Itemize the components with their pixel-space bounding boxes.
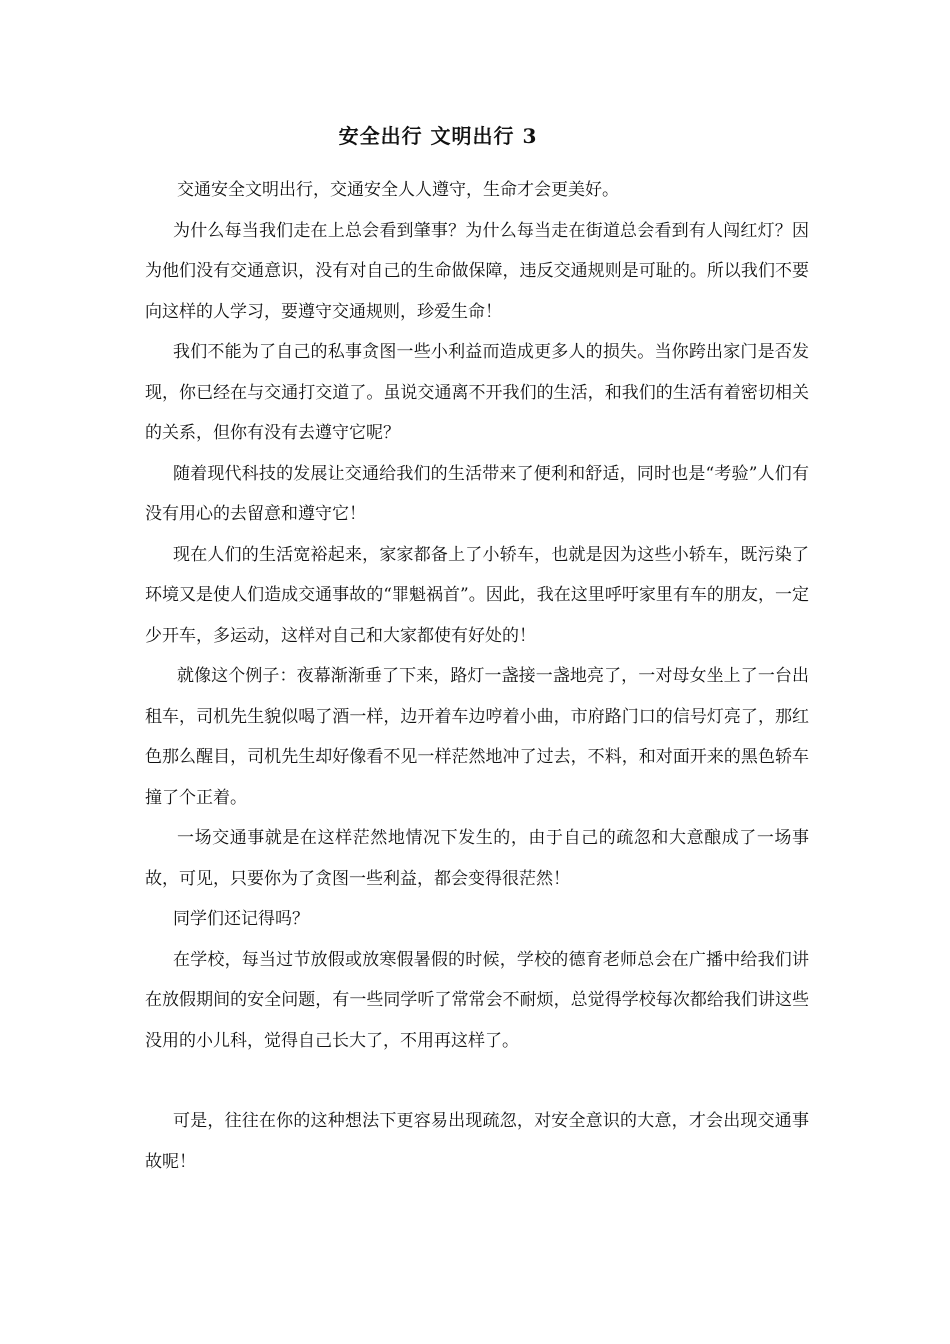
paragraph: 我们不能为了自己的私事贪图一些小利益而造成更多人的损失。当你跨出家门是否发现，你已经在与交通打交道了。虽说交通离不开我们的生活，和我们的生活有着密切相关的关系，但你有没有去遵守它呢？	[145, 342, 809, 443]
paragraph: 交通安全文明出行，交通安全人人遵守，生命才会更美好。	[177, 180, 619, 200]
paragraph: 就像这个例子：夜幕渐渐垂了下来，路灯一盏接一盏地亮了，一对母女坐上了一台出租车，司机先生貌似喝了酒一样，边开着车边哼着小曲，市府路门口的信号灯亮了，那红色那么醒目，司机先生却好像看不见一样茫然地冲了过去，不料，和对面开来的黑色轿车撞了个正着。	[145, 666, 809, 808]
paragraph: 为什么每当我们走在上总会看到肇事？为什么每当走在街道总会看到有人闯红灯？因为他们没有交通意识，没有对自己的生命做保障，违反交通规则是可耻的。所以我们不要向这样的人学习，要遵守交通规则，珍爱生命！	[145, 220, 809, 322]
paragraph: 随着现代科技的发展让交通给我们的生活带来了便利和舒适，同时也是“考验”人们有没有用心的去留意和遵守它！	[145, 463, 809, 524]
paragraph: 同学们还记得吗？	[173, 909, 309, 929]
paragraph: 可是，往往在你的这种想法下更容易出现疏忽，对安全意识的大意，才会出现交通事故呢！	[145, 1111, 809, 1172]
paragraph: 现在人们的生活宽裕起来，家家都备上了小轿车，也就是因为这些小轿车，既污染了环境又是使人们造成交通事故的“罪魁祸首”。因此，我在这里呼吁家里有车的朋友，一定少开车，多运动，这样对自己和大家都使有好处的！	[145, 544, 809, 646]
paragraph: 一场交通事就是在这样茫然地情况下发生的，由于自己的疏忽和大意酿成了一场事故，可见，只要你为了贪图一些利益，都会变得很茫然！	[145, 828, 809, 889]
document-title: 安全出行 文明出行 3	[338, 124, 538, 148]
paragraph: 在学校，每当过节放假或放寒假暑假的时候，学校的德育老师总会在广播中给我们讲在放假期间的安全问题，有一些同学听了常常会不耐烦，总觉得学校每次都给我们讲这些没用的小儿科，觉得自己长大了，不用再这样了。	[145, 949, 809, 1051]
document-body	[145, 170, 809, 1182]
